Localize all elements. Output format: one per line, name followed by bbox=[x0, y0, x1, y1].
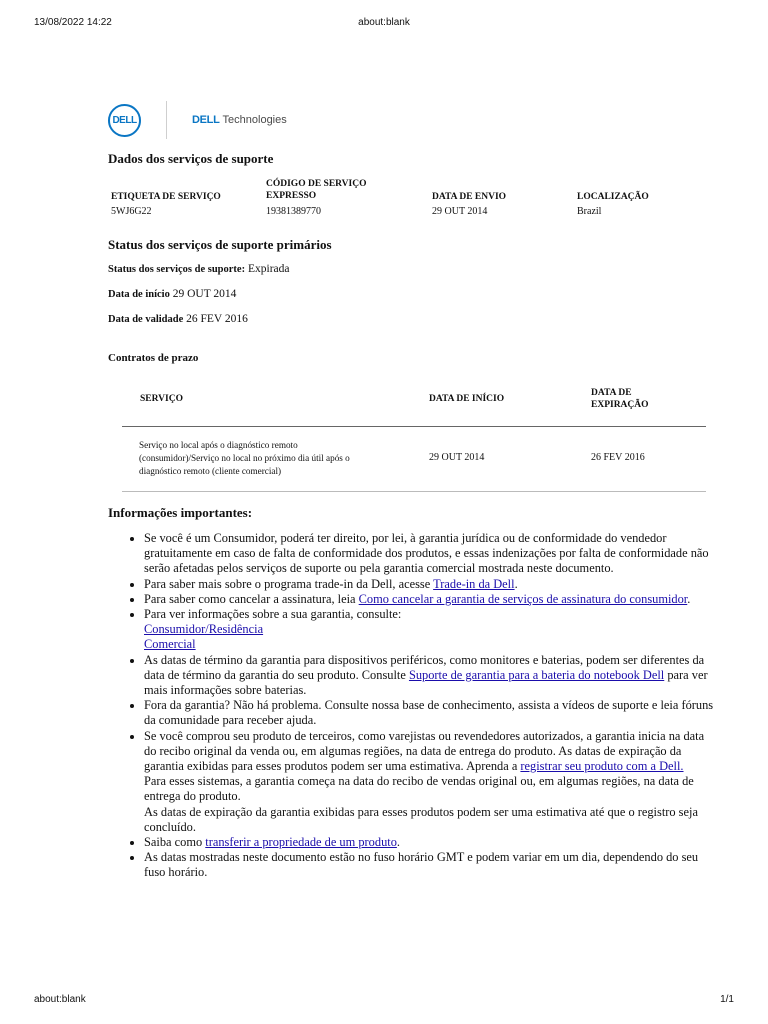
header-location: LOCALIZAÇÃO bbox=[577, 192, 649, 202]
consumer-residence-link[interactable]: Consumidor/Residência bbox=[144, 622, 264, 637]
end-date-line bbox=[108, 313, 248, 325]
info-item-peripherals bbox=[144, 653, 714, 699]
dell-logo bbox=[108, 104, 141, 137]
info-item-text: . bbox=[514, 576, 518, 591]
service-line-1: Serviço no local após o diagnóstico remoto bbox=[139, 440, 298, 450]
dell-technologies-word: Technologies bbox=[222, 114, 287, 126]
info-item-consumer bbox=[144, 531, 714, 577]
contract-service-description bbox=[139, 439, 409, 478]
support-data-row bbox=[108, 206, 668, 222]
start-date-label: Data de início bbox=[108, 289, 170, 300]
contract-end-date: 26 FEV 2016 bbox=[591, 452, 645, 463]
info-item-timezone bbox=[144, 850, 714, 880]
contracts-row bbox=[122, 427, 706, 492]
start-date-line bbox=[108, 288, 236, 300]
info-item-text: Fora da garantia? Não há problema. Consulte nossa base de conhecimento, assista a vídeos de suporte e leia fóruns da comunidade para receber ajuda. bbox=[144, 698, 714, 728]
end-date-value: 26 FEV 2016 bbox=[186, 313, 248, 325]
print-title: about:blank bbox=[358, 17, 410, 28]
status-value: Expirada bbox=[247, 263, 290, 275]
print-timestamp: 13/08/2022 14:22 bbox=[34, 17, 112, 28]
header-expiration-line2: EXPIRAÇÃO bbox=[591, 400, 649, 410]
info-item-text: . bbox=[396, 835, 401, 850]
info-item-text: As datas mostradas neste documento estão no fuso horário GMT e podem variar em um dia, dependendo do seu fuso horário. bbox=[144, 850, 699, 880]
info-item-text: Saiba como bbox=[144, 835, 206, 850]
info-item-text: para ver mais informações sobre baterias. bbox=[144, 667, 708, 698]
status-label: Status dos serviços de suporte: bbox=[108, 264, 246, 275]
support-data-heading: Dados dos serviços de suporte bbox=[108, 151, 274, 166]
info-list bbox=[118, 531, 714, 881]
dell-logo-text: DELL bbox=[112, 114, 137, 126]
commercial-link[interactable]: Comercial bbox=[144, 637, 196, 652]
register-product-link[interactable]: registrar seu produto com a Dell. bbox=[520, 759, 684, 774]
info-item-text: As datas de término da garantia para dispositivos periféricos, como monitores e baterias, podem ser diferentes da data de término da garantia do seu produto. Consulte bbox=[144, 652, 705, 682]
start-date-value: 29 OUT 2014 bbox=[172, 288, 237, 300]
support-data-table bbox=[108, 174, 668, 222]
info-item-text: . bbox=[687, 591, 691, 606]
info-item-transfer bbox=[144, 835, 714, 850]
info-list-container bbox=[118, 531, 714, 881]
cancel-subscription-link[interactable]: Como cancelar a garantia de serviços de assinatura do consumidor bbox=[358, 591, 688, 606]
info-item-text: Para saber mais sobre o programa trade-in da Dell, acesse bbox=[144, 576, 434, 591]
info-item-third-party bbox=[144, 729, 714, 835]
dell-technologies-logo bbox=[192, 114, 287, 126]
header-expiration bbox=[591, 387, 649, 411]
service-tag-value: 5WJ6G22 bbox=[111, 206, 152, 217]
print-url: about:blank bbox=[34, 994, 86, 1005]
logo-bar bbox=[108, 100, 287, 140]
contracts-table bbox=[122, 382, 706, 492]
info-item-text: Para saber como cancelar a assinatura, leia bbox=[144, 591, 359, 606]
header-express-code: CÓDIGO DE SERVIÇO EXPRESSO bbox=[266, 179, 367, 201]
support-data-header-row bbox=[108, 174, 668, 202]
info-item-warranty-info bbox=[144, 607, 714, 653]
contracts-header-row bbox=[122, 382, 706, 427]
service-line-2: (consumidor)/Serviço no local no próximo dia útil após o bbox=[139, 453, 350, 463]
info-item-text: Se você é um Consumidor, poderá ter direito, por lei, à garantia jurídica ou de conformidade do vendedor gratuitamente em caso de falta de conformidade dos produtos, e essas indenizações por falta de conformidade não serão afetadas pelos serviços de suporte ou pela garantia comercial mostrada neste documento. bbox=[144, 531, 709, 576]
primary-status-heading: Status dos serviços de suporte primários bbox=[108, 237, 332, 252]
info-item-text: Se você comprou seu produto de terceiros, como varejistas ou revendedores autorizados, a garantia inicia na data do recibo original da venda ou, em algumas regiões, na data de entrega do produto. As datas de expiração da garantia exibidas para esses produtos podem ser uma estimativa. Aprenda a bbox=[144, 728, 705, 774]
info-heading: Informações importantes: bbox=[108, 505, 253, 520]
info-item-text: Para ver informações sobre a sua garantia, consulte: bbox=[144, 607, 402, 622]
dell-technologies-brand: DELL bbox=[192, 114, 220, 126]
trade-in-link[interactable]: Trade-in da Dell bbox=[433, 576, 515, 591]
print-page-number: 1/1 bbox=[720, 994, 734, 1005]
info-item-text: As datas de expiração da garantia exibidas para esses produtos podem ser uma estimativa até que o registro seja concluído. bbox=[144, 804, 698, 834]
status-line bbox=[108, 263, 289, 275]
contract-start-date: 29 OUT 2014 bbox=[429, 452, 485, 463]
express-code-value: 19381389770 bbox=[266, 206, 321, 217]
ship-date-value: 29 OUT 2014 bbox=[432, 206, 488, 217]
contracts-heading: Contratos de prazo bbox=[108, 352, 199, 364]
end-date-label: Data de validade bbox=[108, 314, 184, 325]
transfer-ownership-link[interactable]: transferir a propriedade de um produto bbox=[205, 835, 397, 850]
info-item-trade-in bbox=[144, 577, 714, 592]
service-line-3: diagnóstico remoto (cliente comercial) bbox=[139, 466, 282, 476]
header-ship-date: DATA DE ENVIO bbox=[432, 192, 507, 202]
battery-support-link[interactable]: Suporte de garantia para a bateria do notebook Dell bbox=[408, 667, 665, 682]
header-start-date: DATA DE INÍCIO bbox=[429, 394, 505, 404]
info-item-out-of-warranty bbox=[144, 698, 714, 728]
info-item-text: Para esses sistemas, a garantia começa na data do recibo de vendas original ou, em algumas regiões, na data de entrega do produto. bbox=[144, 774, 694, 804]
location-value: Brazil bbox=[577, 206, 602, 217]
info-item-cancel bbox=[144, 592, 714, 607]
logo-divider bbox=[166, 101, 167, 139]
header-expiration-line1: DATA DE bbox=[591, 388, 632, 398]
header-service-tag: ETIQUETA DE SERVIÇO bbox=[111, 192, 221, 202]
header-service: SERVIÇO bbox=[140, 394, 183, 404]
